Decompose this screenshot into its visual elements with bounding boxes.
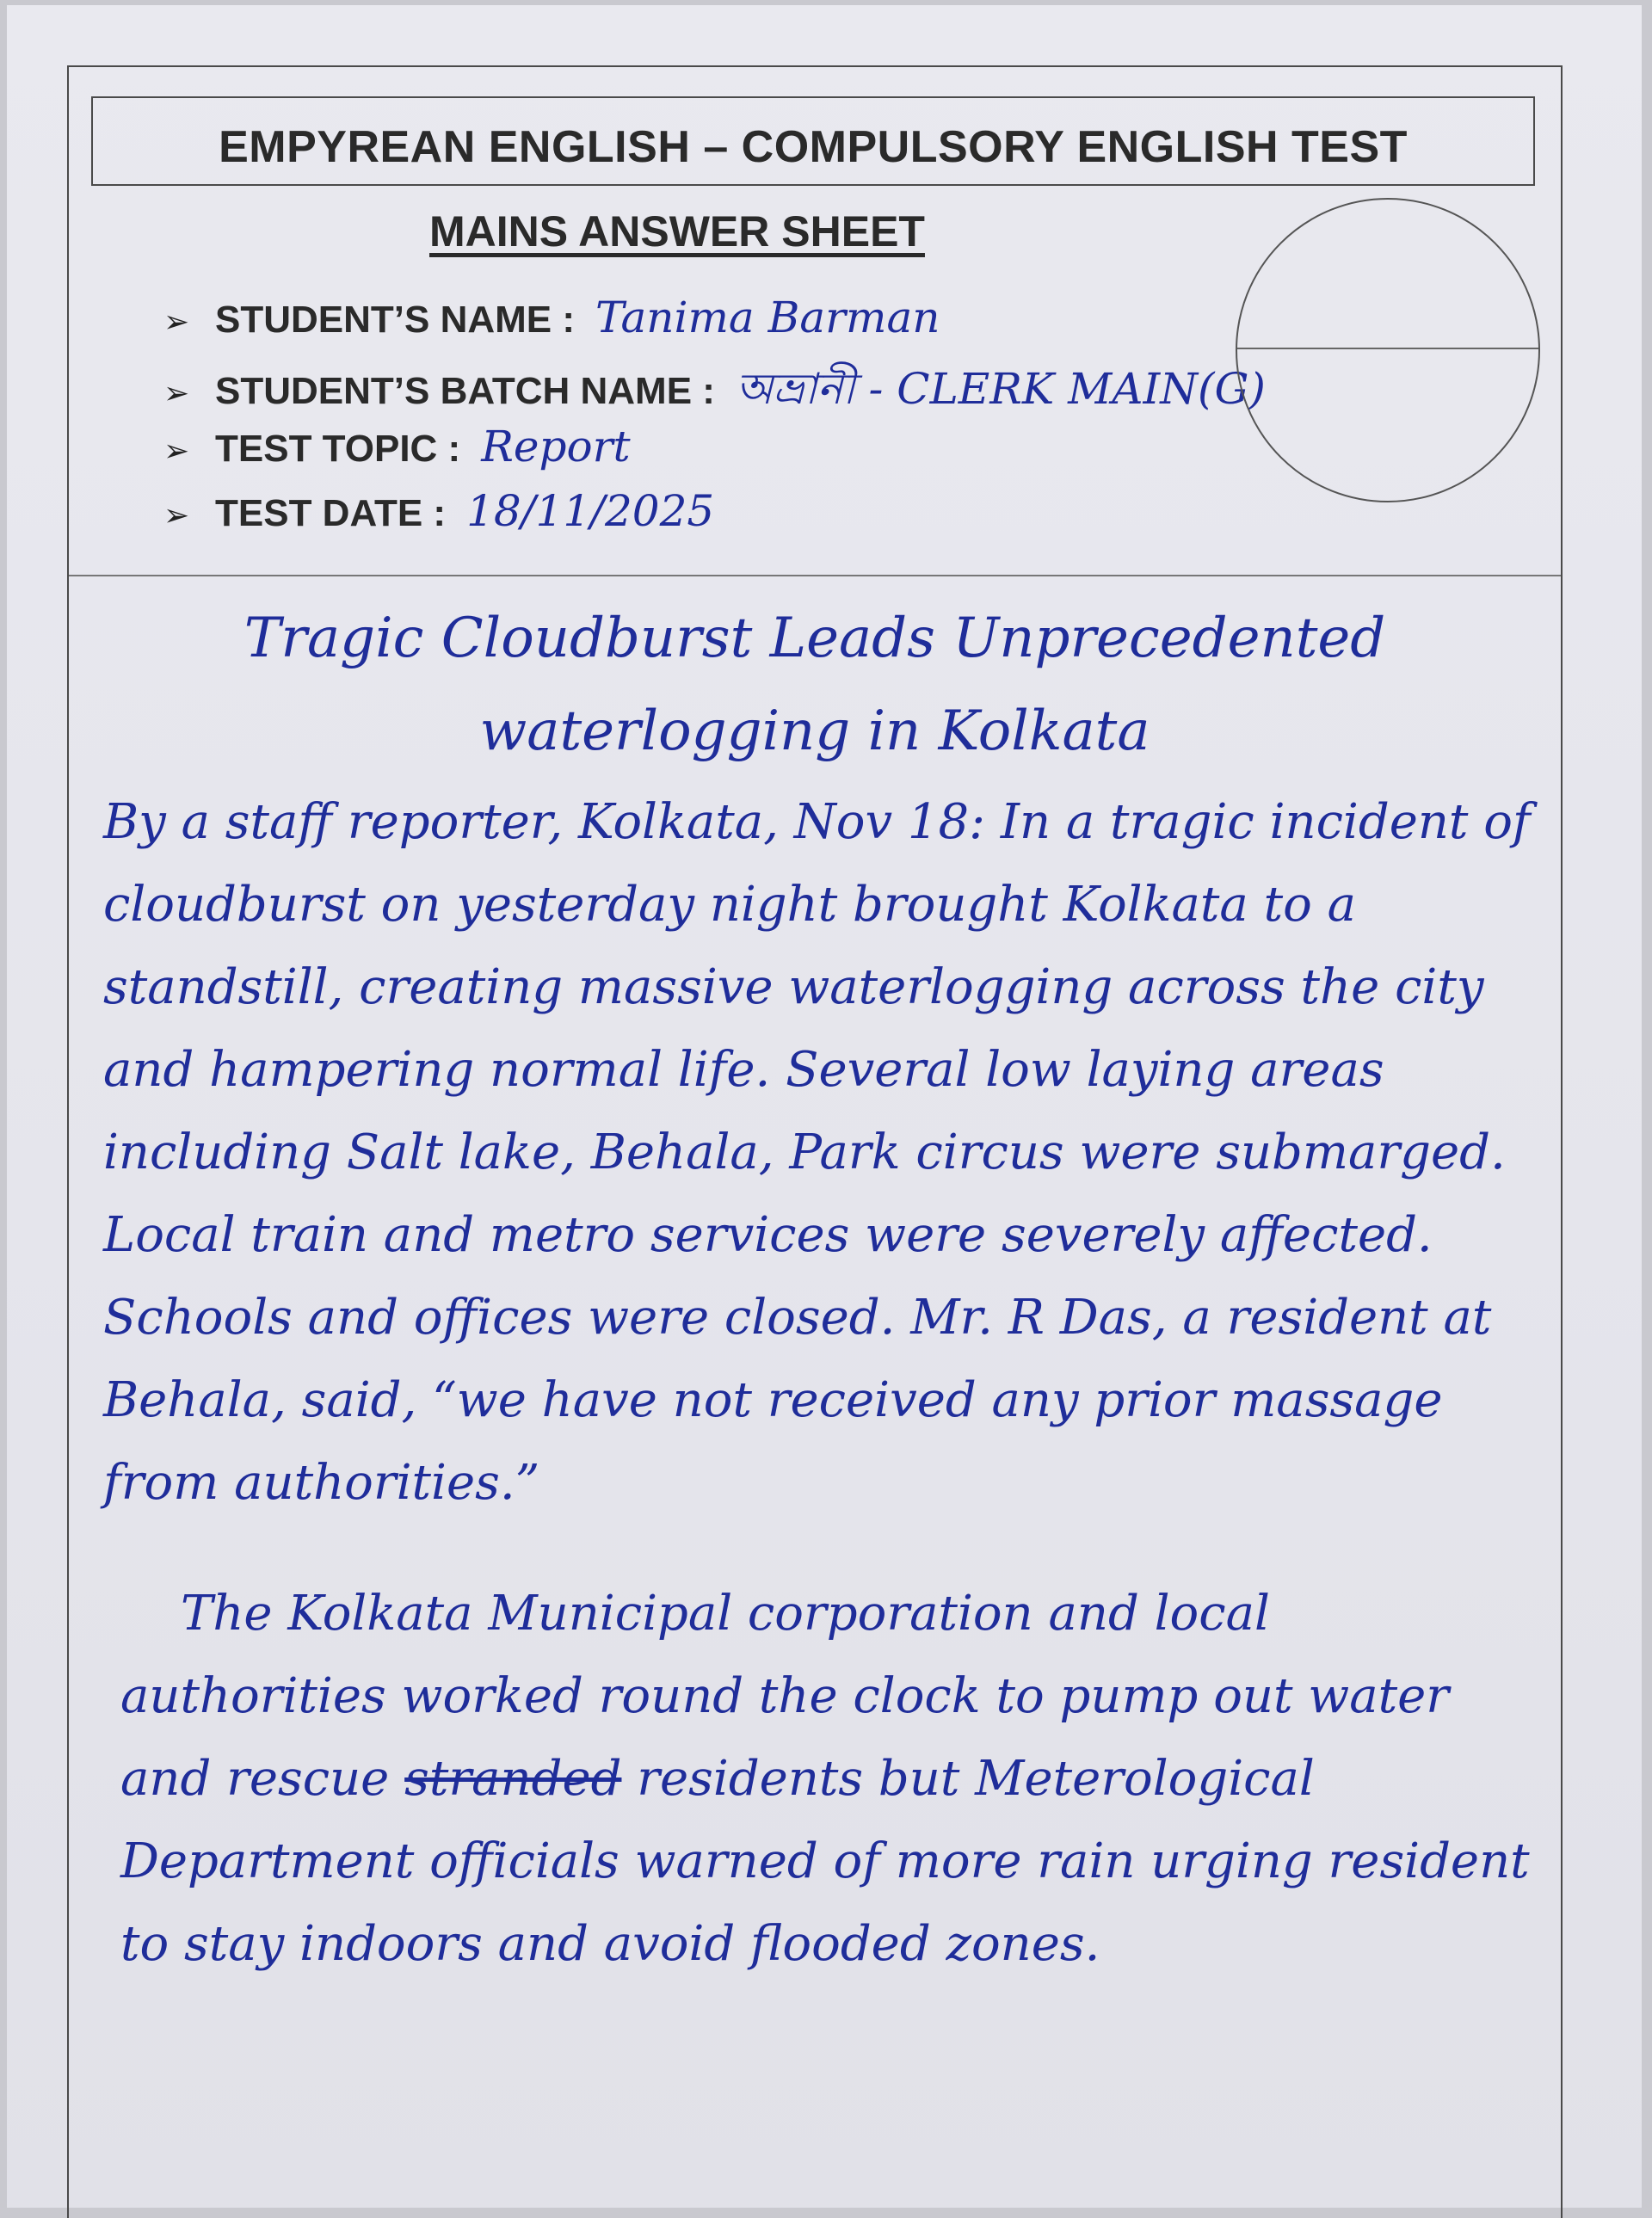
student-name-value: Tanima Barman	[595, 293, 940, 342]
paragraph-2-text-b: residents but Meterological Department officials warned of more rain urging resident to stay indoors and avoid flooded zones.	[120, 1751, 1530, 1972]
paragraph-2-text-a: The Kolkata Municipal corporation and local authorities worked round the clock to pump out water and rescue	[120, 1586, 1450, 1807]
headline-line-2: waterlogging in Kolkata	[479, 699, 1150, 763]
test-title: EMPYREAN ENGLISH – COMPULSORY ENGLISH TEST	[219, 122, 1408, 172]
report-headline	[69, 592, 1561, 778]
arrow-bullet-icon: ➢	[163, 434, 190, 469]
struck-word: stranded	[404, 1751, 622, 1807]
test-date-row	[163, 486, 1282, 551]
section-divider	[69, 575, 1561, 576]
sheet-border	[67, 65, 1563, 2218]
headline-line-1: Tragic Cloudburst Leads Unprecedented	[243, 607, 1386, 670]
score-circle-divider	[1237, 348, 1538, 349]
sheet-heading: MAINS ANSWER SHEET	[429, 207, 925, 256]
arrow-bullet-icon: ➢	[163, 498, 190, 533]
report-paragraph-2	[120, 1573, 1549, 1986]
field-label: TEST DATE :	[215, 492, 447, 534]
score-circle	[1236, 198, 1540, 502]
test-date-value: 18/11/2025	[466, 486, 715, 536]
answer-sheet	[7, 5, 1642, 2208]
title-box	[91, 96, 1535, 186]
batch-name-row	[163, 357, 1282, 422]
field-label: TEST TOPIC :	[215, 428, 461, 470]
test-topic-value: Report	[481, 422, 631, 471]
report-paragraph-1: By a staff reporter, Kolkata, Nov 18: In a tragic incident of cloudburst on yesterday night brought Kolkata to a standstill, creating massive waterlogging across the city and hampering normal life. Several low laying areas including Salt lake, Behala, Park circus were submarged. Local train and metro services were severely affected. Schools and offices were closed. Mr. R Das, a resident at Behala, said, “we have not received any prior massage from authorities.”	[103, 794, 1531, 1511]
field-label: STUDENT’S NAME :	[215, 299, 575, 341]
student-info	[163, 293, 1282, 551]
student-name-row	[163, 293, 1282, 357]
batch-name-value: অভ্রানী - CLERK MAIN(G)	[735, 364, 1266, 414]
arrow-bullet-icon: ➢	[163, 305, 190, 340]
field-label: STUDENT’S BATCH NAME :	[215, 370, 715, 412]
arrow-bullet-icon: ➢	[163, 376, 190, 411]
test-topic-row	[163, 422, 1282, 486]
